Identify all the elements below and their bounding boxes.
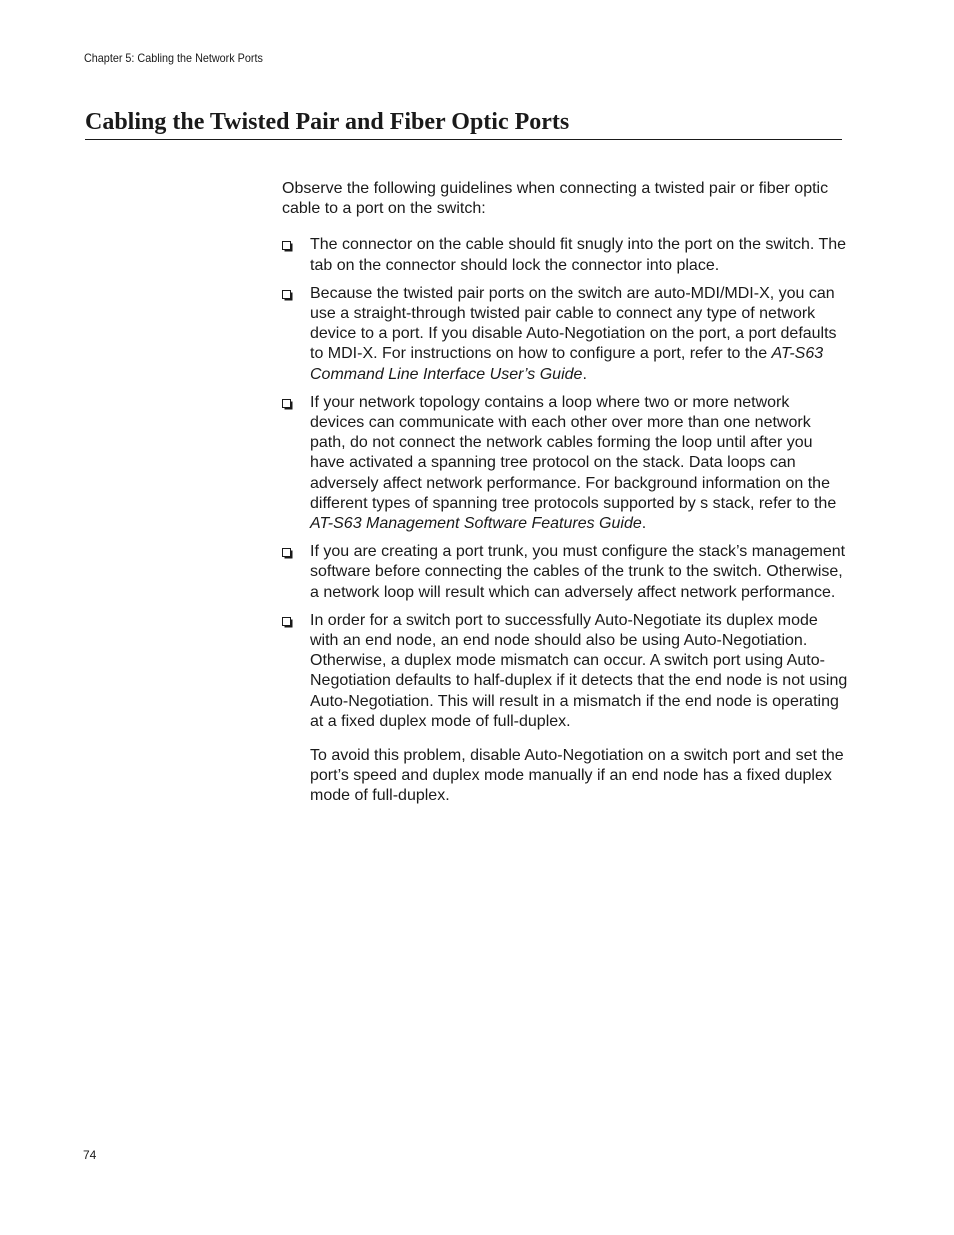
- guideline-text: In order for a switch port to successfully Auto-Negotiate its duplex mode with an end node, an end node should also be using Auto-Negotiation. Otherwise, a duplex mode mismatch can occur. A switch port using Auto-Negotiation defaults to half-duplex if it detects that the end node is not using Auto-Negotiation. This will result in a mismatch if the end node is operating at a fixed duplex mode of full-duplex.: [310, 611, 848, 730]
- page-number: 74: [83, 1148, 97, 1162]
- guideline-item: [282, 393, 848, 534]
- guideline-item: [282, 611, 848, 732]
- guideline-text: The connector on the cable should fit snugly into the port on the switch. The tab on the connector should lock the connector into place.: [310, 236, 847, 274]
- guidelines-list: [282, 235, 848, 732]
- guideline-text-end: .: [582, 365, 587, 383]
- checkbox-bullet-icon: [282, 241, 291, 250]
- continuation-paragraph: To avoid this problem, disable Auto-Negotiation on a switch port and set the port’s speed and duplex mode manually if an end node has a fixed duplex mode of full-duplex.: [310, 747, 844, 805]
- intro-paragraph: Observe the following guidelines when connecting a twisted pair or fiber optic cable to a port on the switch:: [282, 180, 829, 218]
- guideline-item: [282, 542, 848, 603]
- guideline-text: Because the twisted pair ports on the switch are auto-MDI/MDI-X, you can use a straight-through twisted pair cable to connect any type of network device to a port. If you disable Auto-Negotiation on the port, a port defaults to MDI-X. For instructions on how to configure a port, refer to the: [310, 284, 837, 363]
- guideline-item: [282, 284, 848, 385]
- checkbox-bullet-icon: [282, 290, 291, 299]
- guide-reference: AT-S63 Command Line Interface User’s Guide: [310, 345, 824, 383]
- checkbox-bullet-icon: [282, 617, 291, 626]
- checkbox-bullet-icon: [282, 399, 291, 408]
- guideline-text-end: .: [641, 515, 647, 533]
- guideline-text: If your network topology contains a loop where two or more network devices can communicate with each other over more than one network path, do not connect the network cables forming the loop until after you have activated a spanning tree protocol on the stack. Data loops can adversely affect network performance. For background information on the different types of spanning tree protocols supported by s stack, refer to the: [310, 393, 837, 512]
- running-header: Chapter 5: Cabling the Network Ports: [84, 51, 263, 65]
- guideline-text: If you are creating a port trunk, you must configure the stack’s management software before connecting the cables of the trunk to the switch. Otherwise, a network loop will result which can adversely affect network performance.: [310, 543, 846, 601]
- guide-reference: AT-S63 Management Software Features Guide: [310, 515, 642, 533]
- section-content: [282, 179, 848, 807]
- section-title: Cabling the Twisted Pair and Fiber Optic Ports: [85, 106, 842, 140]
- guideline-item: [282, 235, 848, 275]
- checkbox-bullet-icon: [282, 548, 291, 557]
